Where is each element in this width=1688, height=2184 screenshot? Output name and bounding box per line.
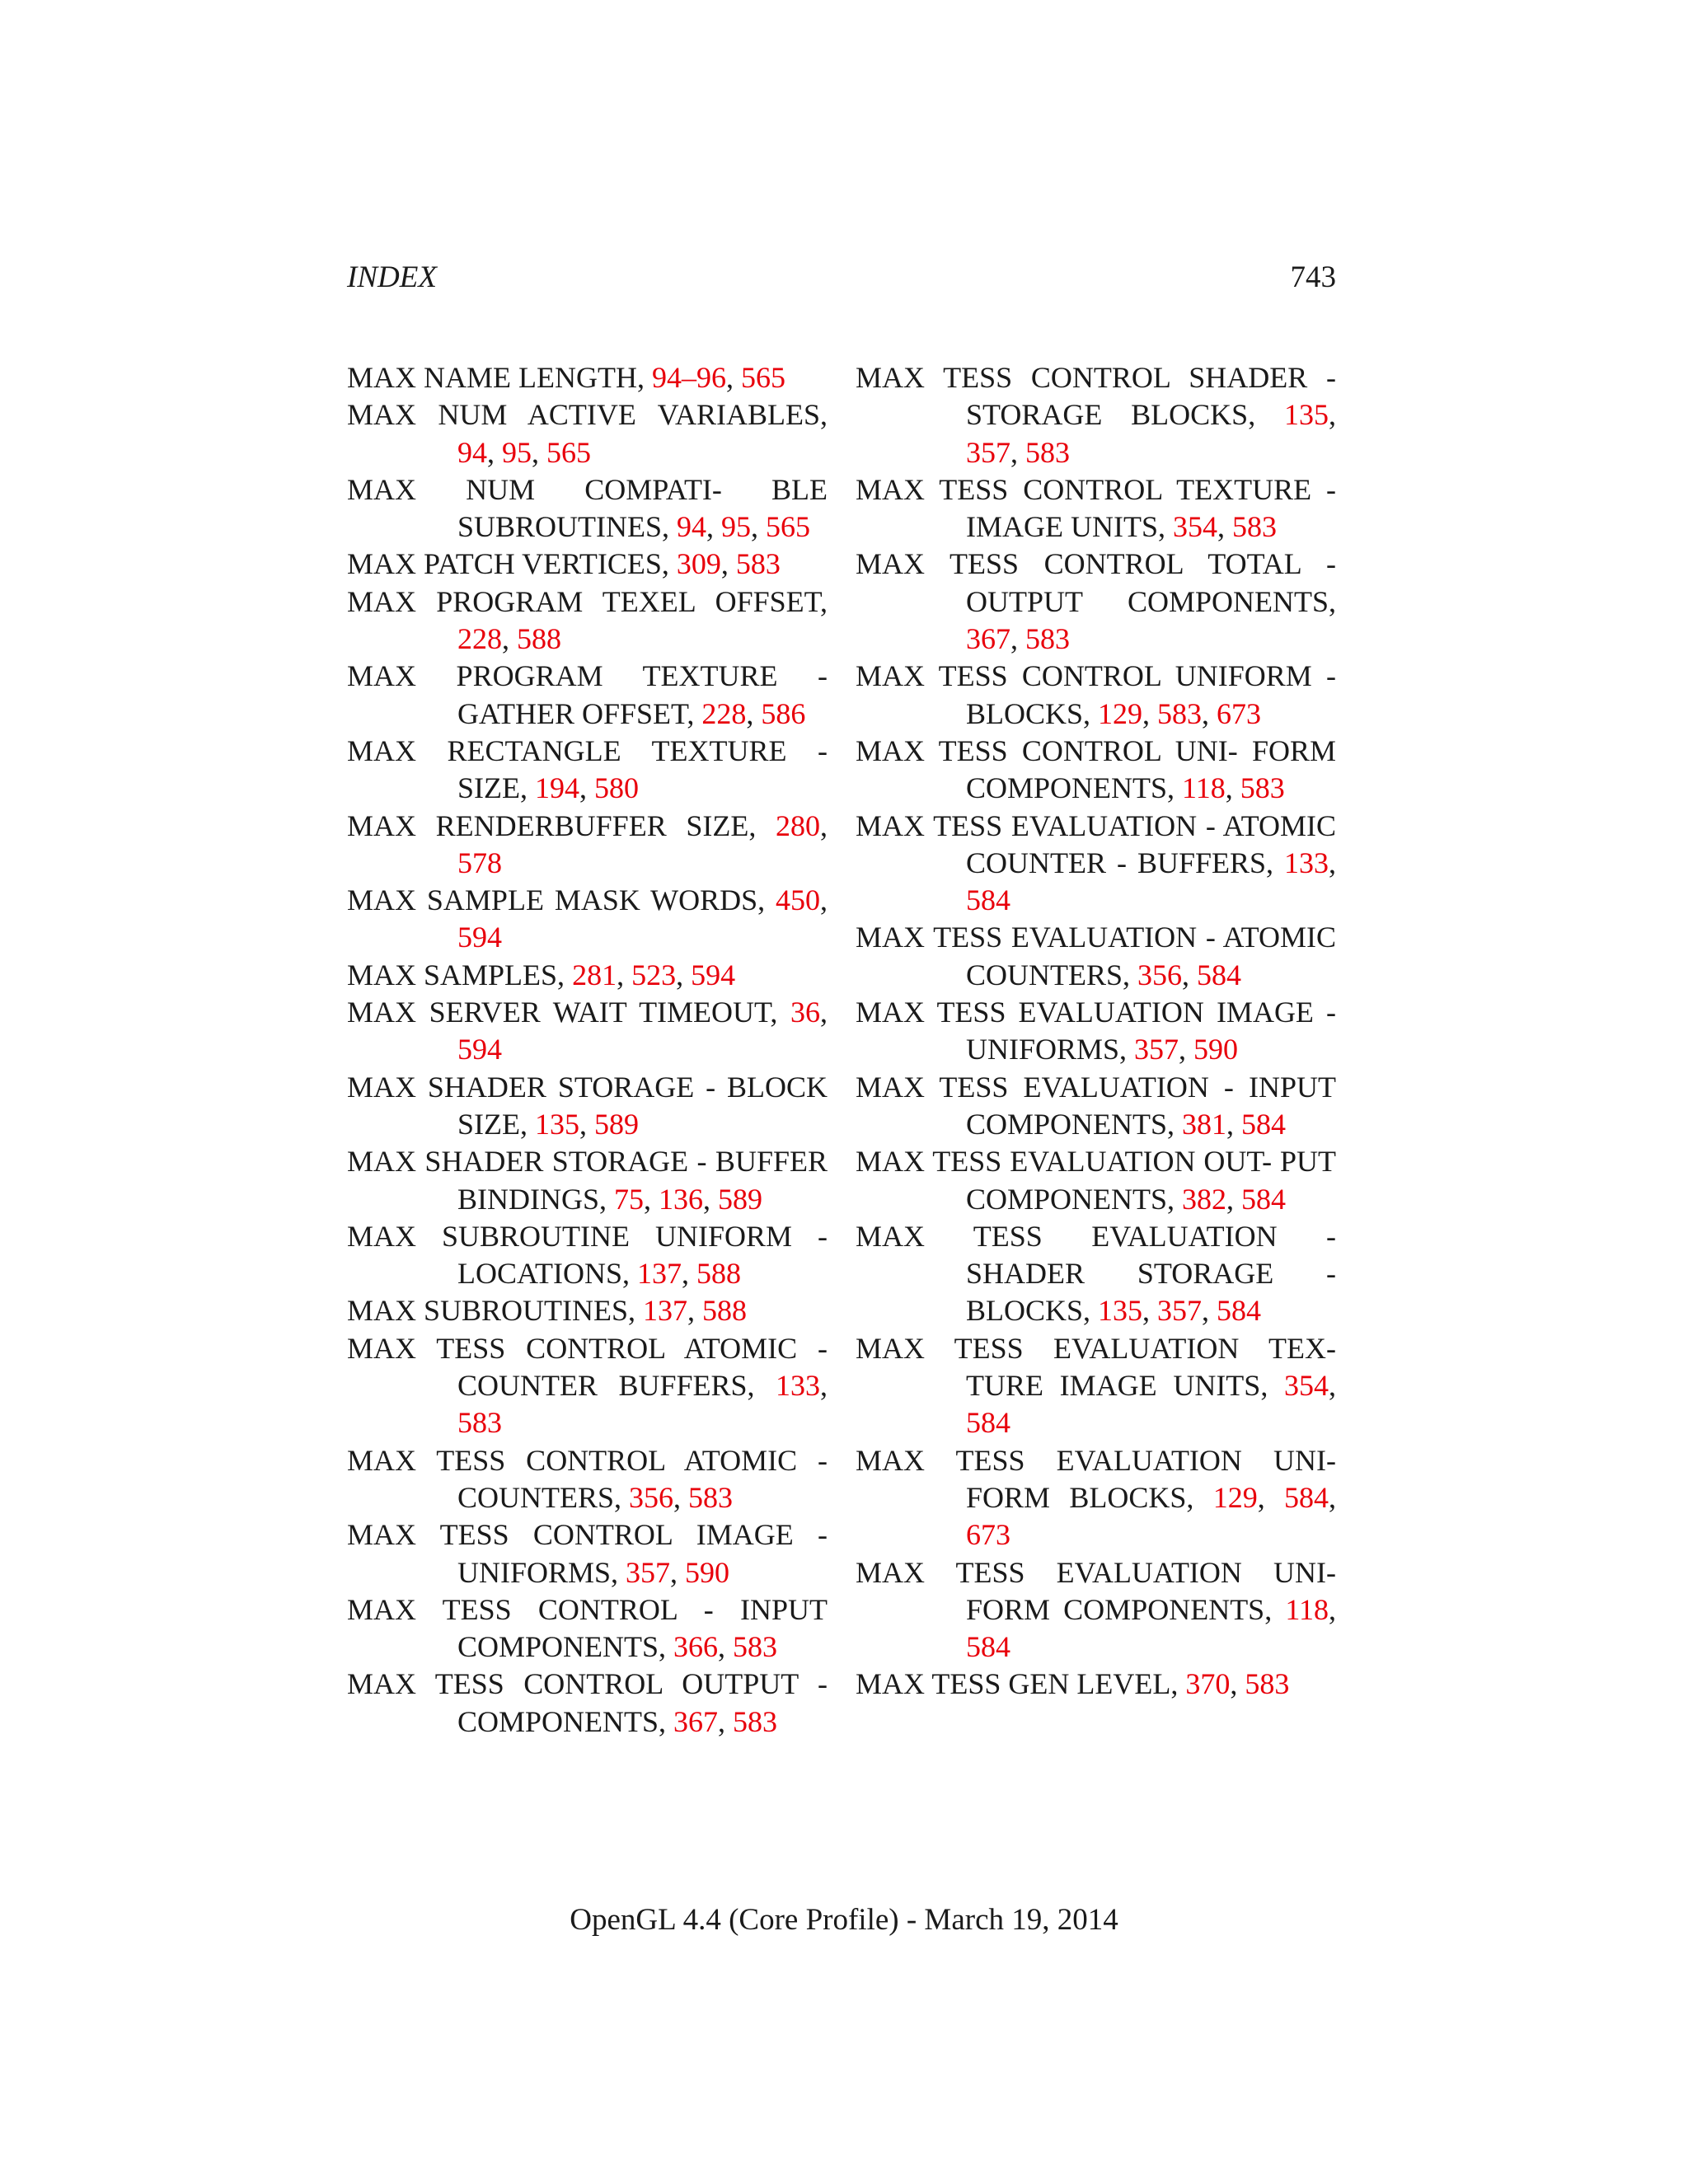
index-term: MAX TESS CONTROL OUTPUT - COMPONENTS, — [347, 1667, 828, 1738]
page-reference-link[interactable]: 583 — [733, 1630, 778, 1664]
page-reference-link[interactable]: 366 — [673, 1630, 719, 1664]
page-reference-link[interactable]: 95 — [721, 510, 752, 544]
page-reference-link[interactable]: 354 — [1284, 1369, 1329, 1403]
page-reference-link[interactable]: 589 — [718, 1182, 763, 1216]
index-entry: MAX NUM ACTIVE VARIABLES, 94, 95, 565 — [347, 398, 828, 469]
page-reference-link[interactable]: 583 — [1157, 696, 1203, 730]
index-term: MAX TESS EVALUATION UNI- FORM COMPONENTS, — [856, 1555, 1336, 1626]
page-reference-link[interactable]: 594 — [457, 921, 502, 954]
index-term: MAX TESS EVALUATION - ATOMIC COUNTER - BUFFERS, — [856, 808, 1336, 879]
page-reference-link[interactable]: 129 — [1212, 1480, 1258, 1514]
page-reference-link[interactable]: 565 — [740, 361, 785, 394]
page-reference-link[interactable]: 584 — [1241, 1182, 1287, 1216]
index-term: MAX SAMPLE MASK WORDS, — [347, 883, 766, 917]
index-term: MAX TESS CONTROL TEXTURE - IMAGE UNITS, — [856, 472, 1336, 544]
index-term: MAX NUM ACTIVE VARIABLES, — [347, 398, 828, 432]
index-entry: MAX TESS EVALUATION UNI- FORM BLOCKS, 129, 584, 673 — [856, 1443, 1337, 1552]
page-reference-link[interactable]: 381 — [1182, 1107, 1227, 1141]
page-reference-link[interactable]: 357 — [1157, 1294, 1203, 1328]
page-reference-link[interactable]: 590 — [1193, 1033, 1239, 1066]
index-entry: MAX TESS CONTROL OUTPUT - COMPONENTS, 367, 583 — [347, 1667, 828, 1738]
index-term: MAX PROGRAM TEXEL OFFSET, — [347, 584, 828, 618]
index-entry: MAX RECTANGLE TEXTURE - SIZE, 194, 580 — [347, 733, 828, 805]
index-term: MAX SUBROUTINES, — [347, 1294, 636, 1328]
page-reference-link[interactable]: 94 — [677, 510, 707, 544]
page-reference-link[interactable]: 367 — [673, 1704, 719, 1738]
page-reference-link[interactable]: 578 — [457, 846, 502, 879]
index-term: MAX TESS CONTROL ATOMIC - COUNTERS, — [347, 1443, 828, 1514]
page-reference-link[interactable]: 580 — [594, 771, 639, 805]
page-reference-link[interactable]: 584 — [1284, 1480, 1329, 1514]
index-entry: MAX TESS CONTROL IMAGE - UNIFORMS, 357, 590 — [347, 1518, 828, 1589]
page-reference-link[interactable]: 594 — [457, 1033, 502, 1066]
index-entry: MAX TESS EVALUATION OUT- PUT COMPONENTS, 382, 584 — [856, 1145, 1336, 1216]
page-reference-link[interactable]: 194 — [535, 771, 579, 805]
index-term: MAX SHADER STORAGE - BLOCK SIZE, — [347, 1070, 828, 1141]
page-footer: OpenGL 4.4 (Core Profile) - March 19, 2014 — [570, 1903, 1118, 1937]
page-reference-link[interactable]: 586 — [761, 696, 806, 730]
index-term: MAX TESS CONTROL IMAGE - UNIFORMS, — [347, 1518, 828, 1589]
index-entry: MAX PROGRAM TEXEL OFFSET, 228, 588 — [347, 584, 828, 656]
page-reference-link[interactable]: 590 — [685, 1555, 730, 1589]
page-reference-link[interactable]: 135 — [535, 1107, 579, 1141]
page-reference-link[interactable]: 281 — [572, 958, 617, 991]
index-entry: MAX TESS CONTROL TOTAL - OUTPUT COMPONENTS, 367, 583 — [856, 547, 1336, 656]
page-reference-link[interactable]: 450 — [776, 883, 821, 917]
page-reference-link[interactable]: 94–96 — [651, 361, 726, 394]
page-reference-link[interactable]: 135 — [1098, 1294, 1143, 1328]
page-reference-link[interactable]: 583 — [457, 1406, 502, 1440]
page-reference-link[interactable]: 357 — [626, 1555, 671, 1589]
index-term: MAX TESS CONTROL UNIFORM - BLOCKS, — [856, 659, 1336, 730]
page-reference-link[interactable]: 583 — [1240, 771, 1285, 805]
index-entry: MAX TESS EVALUATION - ATOMIC COUNTERS, 356, 584 — [856, 921, 1336, 991]
index-entry: MAX TESS EVALUATION - INPUT COMPONENTS, 381, 584 — [856, 1070, 1336, 1141]
page-reference-link[interactable]: 95 — [502, 435, 532, 469]
page-reference-link[interactable]: 228 — [701, 696, 747, 730]
page-reference-link[interactable]: 583 — [735, 547, 781, 581]
page-reference-link[interactable]: 565 — [766, 510, 811, 544]
index-term: MAX NAME LENGTH, — [347, 361, 645, 394]
page-reference-link[interactable]: 583 — [688, 1480, 734, 1514]
index-entry: MAX TESS CONTROL ATOMIC - COUNTER BUFFERS, 133, 583 — [347, 1331, 828, 1440]
page-number: 743 — [1290, 260, 1336, 294]
index-entry: MAX NUM COMPATI- BLE SUBROUTINES, 94, 95, 565 — [347, 472, 828, 544]
page-reference-link[interactable]: 137 — [637, 1257, 682, 1291]
index-entry: MAX TESS GEN LEVEL, 370, 583 — [856, 1667, 1290, 1701]
running-header-section: INDEX — [347, 260, 437, 294]
page-reference-link[interactable]: 367 — [966, 622, 1010, 656]
page-reference-link[interactable]: 523 — [631, 958, 677, 991]
page-reference-link[interactable]: 583 — [1245, 1667, 1290, 1701]
page-reference-link[interactable]: 133 — [1284, 846, 1329, 879]
index-entry: MAX TESS CONTROL UNIFORM - BLOCKS, 129, 583, 673 — [856, 659, 1336, 730]
index-entry: MAX TESS CONTROL - INPUT COMPONENTS, 366, 583 — [347, 1592, 828, 1664]
page-reference-link[interactable]: 354 — [1172, 510, 1217, 544]
page-reference-link[interactable]: 673 — [1217, 696, 1262, 730]
index-term: MAX TESS EVALUATION TEX- TURE IMAGE UNITS, — [856, 1331, 1336, 1403]
page-reference-link[interactable]: 75 — [614, 1182, 645, 1216]
index-term: MAX TESS CONTROL - INPUT COMPONENTS, — [347, 1592, 828, 1664]
index-entry: MAX SAMPLES, 281, 523, 594 — [347, 958, 736, 991]
page-reference-link[interactable]: 589 — [594, 1107, 639, 1141]
index-entry: MAX TESS CONTROL SHADER - STORAGE BLOCKS, 135, 357, 583 — [856, 361, 1337, 469]
page-reference-link[interactable]: 588 — [696, 1257, 742, 1291]
index-term: MAX TESS EVALUATION - ATOMIC COUNTERS, — [856, 921, 1336, 991]
index-term: MAX TESS CONTROL ATOMIC - COUNTER BUFFERS, — [347, 1331, 828, 1403]
index-entry: MAX TESS EVALUATION - ATOMIC COUNTER - BUFFERS, 133, 584 — [856, 808, 1337, 917]
page-reference-link[interactable]: 129 — [1098, 696, 1143, 730]
page-reference-link[interactable]: 584 — [966, 883, 1010, 917]
index-entry: MAX TESS CONTROL UNI- FORM COMPONENTS, 118, 583 — [856, 733, 1336, 805]
index-column-left — [347, 359, 828, 1741]
page-reference-link[interactable]: 357 — [1134, 1033, 1179, 1066]
index-term: MAX SERVER WAIT TIMEOUT, — [347, 996, 778, 1029]
page-reference-link[interactable]: 583 — [1025, 622, 1070, 656]
index-entry: MAX SHADER STORAGE - BLOCK SIZE, 135, 589 — [347, 1070, 828, 1141]
page-reference-link[interactable]: 584 — [1197, 958, 1242, 991]
index-entry: MAX PATCH VERTICES, 309, 583 — [347, 547, 781, 581]
page-reference-link[interactable]: 280 — [776, 808, 820, 842]
index-entry: MAX SUBROUTINES, 137, 588 — [347, 1294, 748, 1328]
index-term: MAX SAMPLES, — [347, 958, 565, 991]
page-reference-link[interactable]: 133 — [776, 1369, 821, 1403]
page-reference-link[interactable]: 118 — [1182, 771, 1226, 805]
index-term: MAX TESS EVALUATION - INPUT COMPONENTS, — [856, 1070, 1336, 1141]
page-reference-link[interactable]: 565 — [546, 435, 591, 469]
index-entry: MAX PROGRAM TEXTURE - GATHER OFFSET, 228, 586 — [347, 659, 828, 730]
index-entry: MAX RENDERBUFFER SIZE, 280, 578 — [347, 808, 828, 879]
index-term: MAX RENDERBUFFER SIZE, — [347, 808, 757, 842]
index-entry: MAX TESS EVALUATION TEX- TURE IMAGE UNITS, 354, 584 — [856, 1331, 1336, 1440]
index-entry: MAX TESS EVALUATION - SHADER STORAGE - BLOCKS, 135, 357, 584 — [856, 1219, 1336, 1328]
page-reference-link[interactable]: 309 — [676, 547, 721, 581]
index-column-right — [856, 359, 1336, 1704]
page-reference-link[interactable]: 137 — [643, 1294, 688, 1328]
page-reference-link[interactable]: 118 — [1285, 1592, 1329, 1626]
page-reference-link[interactable]: 583 — [1231, 510, 1277, 544]
index-entry: MAX SUBROUTINE UNIFORM - LOCATIONS, 137, 588 — [347, 1219, 828, 1291]
index-term: MAX SUBROUTINE UNIFORM - LOCATIONS, — [347, 1219, 828, 1291]
index-entry: MAX SAMPLE MASK WORDS, 450, 594 — [347, 883, 828, 954]
page-reference-link[interactable]: 356 — [1137, 958, 1183, 991]
index-entry: MAX TESS CONTROL TEXTURE - IMAGE UNITS, 354, 583 — [856, 472, 1336, 544]
page-reference-link[interactable]: 583 — [1025, 435, 1070, 469]
index-term: MAX SHADER STORAGE - BUFFER BINDINGS, — [347, 1145, 828, 1216]
index-term: MAX TESS CONTROL SHADER - STORAGE BLOCKS, — [856, 361, 1336, 432]
page-reference-link[interactable]: 588 — [702, 1294, 748, 1328]
index-term: MAX RECTANGLE TEXTURE - SIZE, — [347, 733, 828, 805]
page-reference-link[interactable]: 136 — [659, 1182, 704, 1216]
index-entry: MAX NAME LENGTH, 94–96, 565 — [347, 361, 785, 394]
index-term: MAX NUM COMPATI- BLE SUBROUTINES, — [347, 472, 828, 544]
page-reference-link[interactable]: 228 — [457, 622, 502, 656]
index-entry: MAX TESS CONTROL ATOMIC - COUNTERS, 356, 583 — [347, 1443, 828, 1514]
page-reference-link[interactable]: 135 — [1284, 398, 1329, 432]
index-term: MAX TESS EVALUATION UNI- FORM BLOCKS, — [856, 1443, 1336, 1514]
page-reference-link[interactable]: 356 — [629, 1480, 674, 1514]
page-reference-link[interactable]: 583 — [733, 1704, 778, 1738]
page-reference-link[interactable]: 382 — [1182, 1182, 1227, 1216]
page-reference-link[interactable]: 357 — [966, 435, 1010, 469]
index-term: MAX TESS CONTROL UNI- FORM COMPONENTS, — [856, 733, 1336, 805]
index-term: MAX TESS GEN LEVEL, — [856, 1667, 1179, 1701]
index-entry: MAX SHADER STORAGE - BUFFER BINDINGS, 75, 136, 589 — [347, 1145, 828, 1216]
index-entry: MAX TESS EVALUATION IMAGE - UNIFORMS, 357, 590 — [856, 996, 1336, 1066]
index-term: MAX TESS EVALUATION OUT- PUT COMPONENTS, — [856, 1145, 1336, 1216]
index-term: MAX TESS EVALUATION IMAGE - UNIFORMS, — [856, 996, 1336, 1066]
page-reference-link[interactable]: 584 — [966, 1630, 1010, 1664]
page-reference-link[interactable]: 584 — [1241, 1107, 1287, 1141]
index-term: MAX PATCH VERTICES, — [347, 547, 669, 581]
index-term: MAX TESS CONTROL TOTAL - OUTPUT COMPONENTS, — [856, 547, 1336, 618]
page-reference-link[interactable]: 36 — [790, 996, 821, 1029]
page-reference-link[interactable]: 588 — [517, 622, 561, 656]
page-reference-link[interactable]: 370 — [1185, 1667, 1231, 1701]
page-reference-link[interactable]: 673 — [966, 1518, 1010, 1552]
index-entry: MAX TESS EVALUATION UNI- FORM COMPONENTS, 118, 584 — [856, 1555, 1336, 1664]
index-term: MAX TESS EVALUATION - SHADER STORAGE - BLOCKS, — [856, 1219, 1336, 1328]
page-reference-link[interactable]: 584 — [966, 1406, 1010, 1440]
index-entry: MAX SERVER WAIT TIMEOUT, 36, 594 — [347, 996, 828, 1066]
index-term: MAX PROGRAM TEXTURE - GATHER OFFSET, — [347, 659, 828, 730]
page-reference-link[interactable]: 584 — [1217, 1294, 1262, 1328]
page-reference-link[interactable]: 594 — [691, 958, 736, 991]
page-reference-link[interactable]: 94 — [457, 435, 487, 469]
